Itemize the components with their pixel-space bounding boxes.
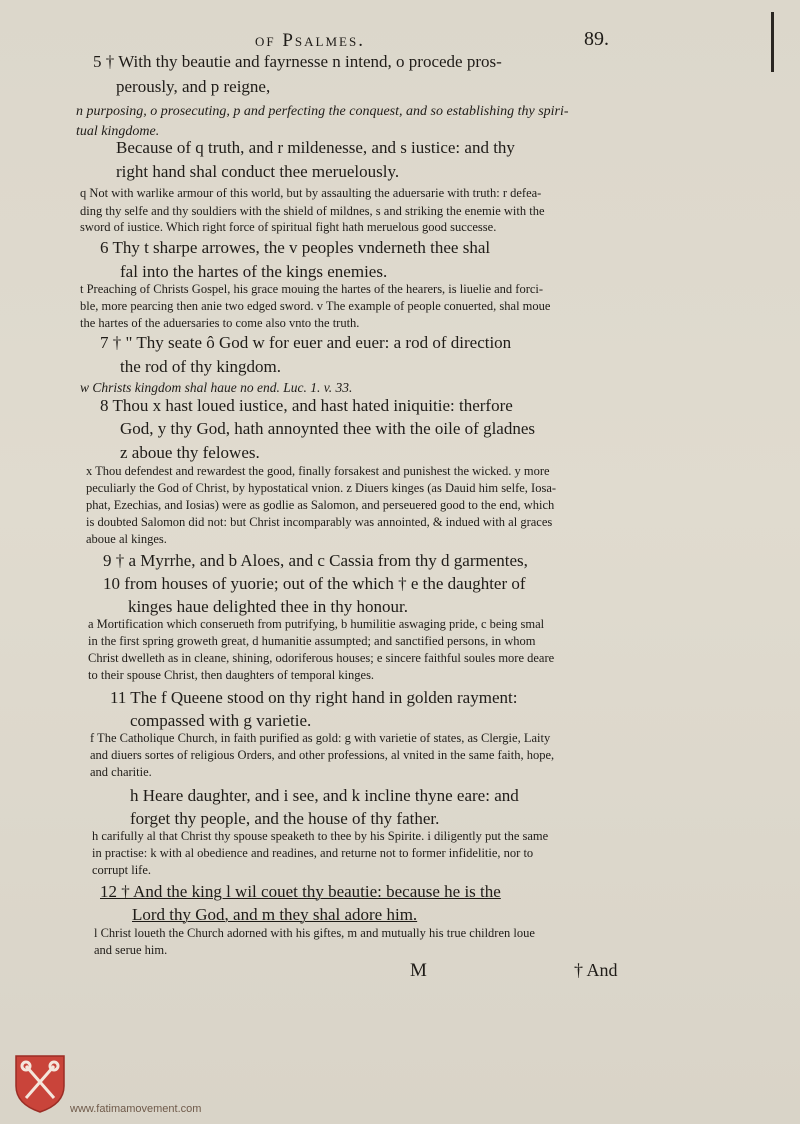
verse-line: kinges haue delighted thee in thy honour. xyxy=(128,597,408,616)
note-line: h carifully al that Christ thy spouse speaketh to thee by his Spirite. i diligently put the same xyxy=(92,829,549,843)
verse-line: right hand shal conduct thee meruelously. xyxy=(116,162,400,181)
note-line: and diuers sortes of religious Orders, and other professions, al vnited in the same faith, hope, xyxy=(90,748,555,762)
verse-line: 7 † " Thy seate ô God w for euer and euer: a rod of direction xyxy=(100,333,512,352)
verse-line: perously, and p reigne, xyxy=(116,77,271,96)
note-line: Christ dwelleth as in cleane, shining, odoriferous houses; e sincere faithful soules more deare xyxy=(88,651,555,665)
note-line: and serue him. xyxy=(94,943,168,957)
page-number: 89. xyxy=(584,28,609,50)
note-line: f The Catholique Church, in faith purified as gold: g with varietie of states, as Clergie, Laity xyxy=(90,731,551,745)
note-line: l Christ loueth the Church adorned with his giftes, m and mutually his true children loue xyxy=(94,926,535,940)
note-line: is doubted Salomon did not: but Christ incomparably was annointed, & indued with al graces xyxy=(86,515,553,529)
verse-line: 5 † With thy beautie and fayrnesse n intend, o procede pros- xyxy=(93,52,502,71)
note-line: aboue al kinges. xyxy=(86,532,167,546)
note-line: ding thy selfe and thy souldiers with the shield of mildnes, s and striking the enemie with the xyxy=(80,204,545,218)
note-line: to their spouse Christ, then daughters of temporal kinges. xyxy=(88,668,375,682)
verse-line: Because of q truth, and r mildenesse, and s iustice: and thy xyxy=(116,138,515,157)
verse-line: the rod of thy kingdom. xyxy=(120,357,282,376)
note-line: corrupt life. xyxy=(92,863,152,877)
note-line: the hartes of the aduersaries to come also vnto the truth. xyxy=(80,316,360,330)
verse-line: 12 † And the king l wil couet thy beautie: because he is the xyxy=(100,882,501,901)
verse-line: Lord thy God, and m they shal adore him. xyxy=(132,905,418,924)
verse-line: forget thy people, and the house of thy father. xyxy=(130,809,440,828)
signature-mark: M xyxy=(410,960,427,981)
note-line: n purposing, o prosecuting, p and perfecting the conquest, and so establishing thy spiri- xyxy=(76,104,569,119)
verse-line: z aboue thy felowes. xyxy=(120,443,260,462)
verse-line: 9 † a Myrrhe, and b Aloes, and c Cassia from thy d garmentes, xyxy=(103,551,528,570)
note-line: w Christs kingdom shal haue no end. Luc. 1. v. 33. xyxy=(80,380,353,395)
verse-line: 11 The f Queene stood on thy right hand in golden rayment: xyxy=(110,688,518,707)
note-line: in the first spring groweth great, d humanitie assumpted; and sanctified persons, in whom xyxy=(88,634,536,648)
catchword: † And xyxy=(574,960,618,980)
note-line: phat, Ezechias, and Iosias) were as godlie as Salomon, and perseuered good to the end, which xyxy=(86,498,555,512)
note-line: and charitie. xyxy=(90,765,152,779)
note-line: q Not with warlike armour of this world, but by assaulting the aduersarie with truth: r defea- xyxy=(80,186,542,200)
note-line: peculiarly the God of Christ, by hypostatical vnion. z Diuers kinges (as Dauid him selfe, Iosa- xyxy=(86,481,557,495)
verse-line: God, y thy God, hath annoynted thee with the oile of gladnes xyxy=(120,419,535,438)
verse-line: 8 Thou x hast loued iustice, and hast hated iniquitie: therfore xyxy=(100,396,513,415)
verse-line: h Heare daughter, and i see, and k incline thyne eare: and xyxy=(130,786,519,805)
verse-line: 10 from houses of yuorie; out of the which † e the daughter of xyxy=(103,574,526,593)
note-line: t Preaching of Christs Gospel, his grace mouing the hartes of the hearers, is liuelie and forci- xyxy=(80,282,544,296)
note-line: tual kingdome. xyxy=(76,124,160,139)
papal-keys-logo xyxy=(12,1052,68,1114)
running-title: of Psalmes. xyxy=(255,30,365,51)
verse-line: compassed with g varietie. xyxy=(130,711,312,730)
website-watermark: www.fatimamovement.com xyxy=(70,1103,202,1115)
note-line: x Thou defendest and rewardest the good, finally forsakest and punishest the wicked. y more xyxy=(86,464,550,478)
page-edge-rule xyxy=(771,12,774,72)
note-line: ble, more pearcing then anie two edged sword. v The example of people conuerted, shal moue xyxy=(80,299,551,313)
note-line: in practise: k with al obedience and readines, and returne not to former infidelitie, nor to xyxy=(92,846,534,860)
note-line: sword of iustice. Which right force of spiritual fight hath meruelous good successe. xyxy=(80,220,497,234)
verse-line: fal into the hartes of the kings enemies. xyxy=(120,262,388,281)
note-line: a Mortification which conserueth from putrifying, b humilitie aswaging pride, c being smal xyxy=(88,617,545,631)
verse-line: 6 Thy t sharpe arrowes, the v peoples vnderneth thee shal xyxy=(100,238,491,257)
